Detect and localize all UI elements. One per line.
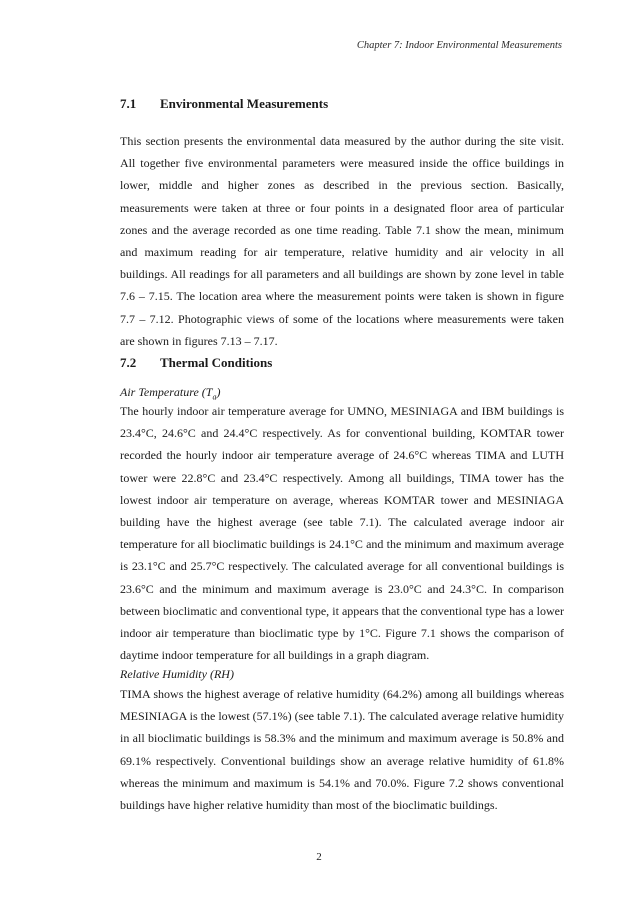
subheading-subscript: a — [212, 392, 217, 402]
subheading-text: Air Temperature (T — [120, 385, 213, 399]
section-number: 7.1 — [120, 96, 137, 111]
relative-humidity-paragraph: TIMA shows the highest average of relative humidity (64.2%) among all buildings whereas MESINIAGA is the lowest (57.1%) (see table 7.1). The calculated average relative humidity in all bioclimatic buildings is 58.3% and the minimum and maximum average is 50.8% and 69.1% respectively. Conventional buildings show an average relative humidity of 61.8% whereas the minimum and maximum is 54.1% and 70.0%. Figure 7.2 shows conventional buildings have higher relative humidity than most of the bioclimatic buildings. — [120, 687, 564, 813]
air-temperature-paragraph: The hourly indoor air temperature average for UMNO, MESINIAGA and IBM buildings is 23.4°C, 24.6°C and 24.4°C respectively. As for conventional building, KOMTAR tower recorded the hourly indoor air temperature average of 24.6°C whereas TIMA and LUTH tower were 22.8°C and 23.4°C respectively. Among all buildings, TIMA tower has the lowest indoor air temperature on average, whereas KOMTAR tower and MESINIAGA building have the highest average (see table 7.1). The calculated average indoor air temperature for all bioclimatic buildings is 24.1°C and the minimum and maximum average is 23.1°C and 25.7°C respectively. The calculated average for all conventional buildings is 23.6°C and the minimum and maximum average is 23.0°C and 24.3°C. In comparison between bioclimatic and conventional type, it appears that the conventional type has a lower indoor air temperature than bioclimatic type by 1°C. Figure 7.1 shows the comparison of daytime indoor temperature for all buildings in a graph diagram. — [120, 404, 564, 663]
section-heading-7-2 — [120, 355, 564, 371]
page-number: 2 — [316, 851, 322, 863]
subheading-relative-humidity: Relative Humidity (RH) — [120, 667, 234, 681]
section-7-1-paragraph: This section presents the environmental data measured by the author during the site visit. All together five environmental parameters were measured inside the office buildings in lower, middle and higher zones as described in the previous section. Basically, measurements were taken at three or four points in a designated floor area of particular zones and the average recorded as one time reading. Table 7.1 show the mean, minimum and maximum reading for air temperature, relative humidity and air velocity in all buildings. All readings for all parameters and all buildings are shown by zone level in table 7.6 – 7.15. The location area where the measurement points were taken is shown in figure 7.7 – 7.12. Photographic views of some of the locations where measurements were taken are shown in figures 7.13 – 7.17. — [120, 134, 564, 348]
section-title: Thermal Conditions — [160, 355, 273, 370]
subheading-air-temperature — [120, 385, 220, 401]
section-title: Environmental Measurements — [160, 96, 329, 111]
running-header: Chapter 7: Indoor Environmental Measurements — [356, 40, 562, 51]
section-number: 7.2 — [120, 355, 137, 370]
section-heading-7-1 — [120, 96, 564, 112]
subheading-close: ) — [216, 385, 221, 399]
